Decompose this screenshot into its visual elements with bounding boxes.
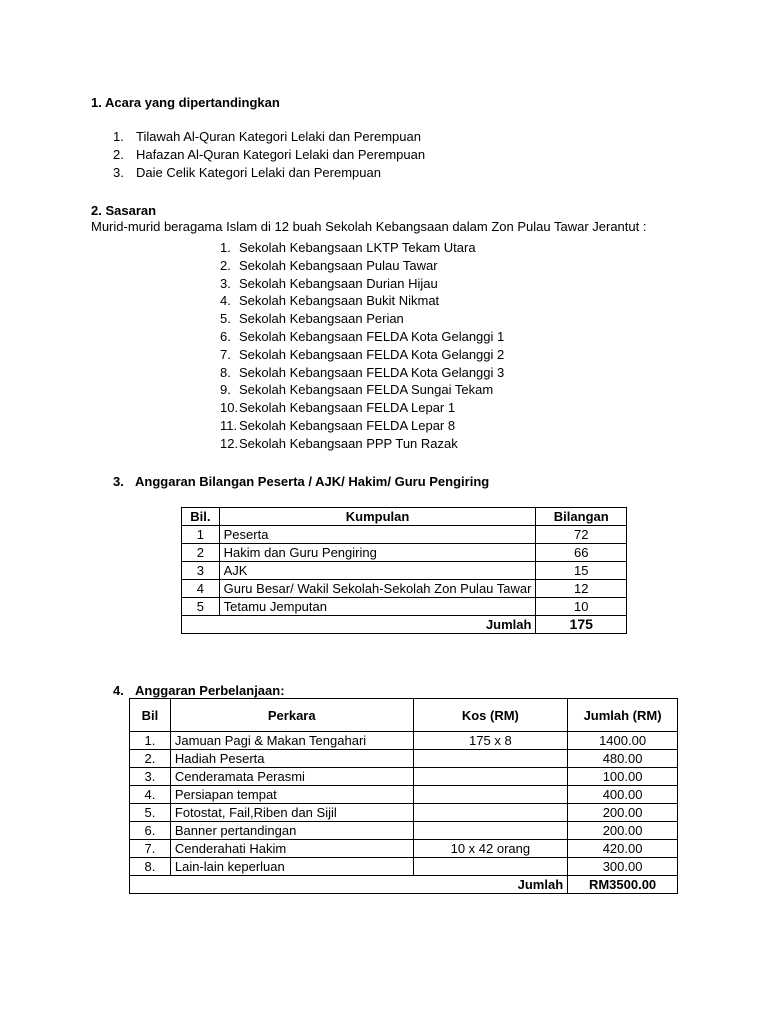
row-bilangan: 66 xyxy=(536,544,627,562)
section4-heading-row xyxy=(113,683,285,698)
school-item xyxy=(220,347,504,362)
row-kumpulan: AJK xyxy=(219,562,536,580)
row-jumlah: 100.00 xyxy=(568,768,678,786)
school-item xyxy=(220,240,476,255)
col-header-bil: Bil xyxy=(130,699,171,732)
row-kumpulan: Guru Besar/ Wakil Sekolah-Sekolah Zon Pulau Tawar xyxy=(219,580,536,598)
row-perkara: Lain-lain keperluan xyxy=(170,858,413,876)
table-header-row xyxy=(182,508,627,526)
table-row xyxy=(130,822,678,840)
table-row xyxy=(182,598,627,616)
row-bil: 1. xyxy=(130,732,171,750)
row-perkara: Cenderahati Hakim xyxy=(170,840,413,858)
row-kos xyxy=(413,768,568,786)
school-item-number: 1. xyxy=(220,240,231,255)
row-perkara: Banner pertandingan xyxy=(170,822,413,840)
row-bilangan: 12 xyxy=(536,580,627,598)
table-row xyxy=(182,580,627,598)
row-bil: 3. xyxy=(130,768,171,786)
table-row xyxy=(130,840,678,858)
col-header-kos: Kos (RM) xyxy=(413,699,568,732)
row-jumlah: 420.00 xyxy=(568,840,678,858)
total-label: Jumlah xyxy=(182,616,536,634)
table-row xyxy=(130,750,678,768)
row-kos xyxy=(413,750,568,768)
row-bil: 4 xyxy=(182,580,220,598)
school-item-number: 8. xyxy=(220,364,231,380)
school-item-name: Sekolah Kebangsaan FELDA Lepar 1 xyxy=(239,400,456,416)
expenses-table xyxy=(129,698,678,894)
col-header-bilangan: Bilangan xyxy=(536,508,627,526)
total-label: Jumlah xyxy=(130,876,568,894)
row-bil: 2. xyxy=(130,750,171,768)
row-kumpulan: Tetamu Jemputan xyxy=(219,598,536,616)
table-row xyxy=(130,768,678,786)
school-item-number: 9. xyxy=(220,382,231,398)
school-item-number: 4. xyxy=(220,293,231,309)
table-row xyxy=(130,804,678,822)
row-perkara: Hadiah Peserta xyxy=(170,750,413,768)
table-row xyxy=(130,786,678,804)
row-bilangan: 72 xyxy=(536,526,627,544)
school-item-name: Sekolah Kebangsaan FELDA Kota Gelanggi 1 xyxy=(239,329,505,344)
school-item-name: Sekolah Kebangsaan LKTP Tekam Utara xyxy=(239,240,476,255)
list-item-number: 3. xyxy=(113,165,124,180)
row-bil: 2 xyxy=(182,544,220,562)
school-item-number: 7. xyxy=(220,346,231,362)
row-bil: 7. xyxy=(130,840,171,858)
section2-heading: 2. Sasaran xyxy=(91,203,157,218)
total-value: 175 xyxy=(536,616,627,634)
list-item xyxy=(113,165,381,180)
table-row xyxy=(182,526,627,544)
section3-heading: Anggaran Bilangan Peserta / AJK/ Hakim/ Guru Pengiring xyxy=(135,474,490,489)
table-row xyxy=(182,562,627,580)
school-item-number: 10. xyxy=(220,400,239,416)
table-row xyxy=(130,858,678,876)
school-item-name: Sekolah Kebangsaan PPP Tun Razak xyxy=(239,435,458,451)
school-item xyxy=(220,293,439,308)
row-kos xyxy=(413,786,568,804)
row-kos xyxy=(413,858,568,876)
col-header-bil: Bil. xyxy=(182,508,220,526)
school-item xyxy=(220,258,438,273)
school-item xyxy=(220,400,455,415)
row-kos xyxy=(413,822,568,840)
table-header-row xyxy=(130,699,678,732)
table-total-row xyxy=(130,876,678,894)
row-bil: 8. xyxy=(130,858,171,876)
section4-number: 4. xyxy=(113,683,124,698)
section3-heading-row xyxy=(113,474,489,489)
table-row xyxy=(182,544,627,562)
school-item-number: 5. xyxy=(220,311,231,327)
row-bil: 4. xyxy=(130,786,171,804)
row-jumlah: 400.00 xyxy=(568,786,678,804)
col-header-jumlah: Jumlah (RM) xyxy=(568,699,678,732)
section2-intro: Murid-murid beragama Islam di 12 buah Sekolah Kebangsaan dalam Zon Pulau Tawar Jerantut : xyxy=(91,219,647,234)
row-perkara: Fotostat, Fail,Riben dan Sijil xyxy=(170,804,413,822)
school-item-number: 12. xyxy=(220,435,239,451)
row-jumlah: 480.00 xyxy=(568,750,678,768)
list-item-text: Hafazan Al-Quran Kategori Lelaki dan Perempuan xyxy=(136,147,426,162)
row-kumpulan: Hakim dan Guru Pengiring xyxy=(219,544,536,562)
section4-heading: Anggaran Perbelanjaan: xyxy=(135,683,285,698)
row-jumlah: 1400.00 xyxy=(568,732,678,750)
row-perkara: Cenderamata Perasmi xyxy=(170,768,413,786)
row-jumlah: 200.00 xyxy=(568,804,678,822)
participants-table xyxy=(181,507,627,634)
list-item xyxy=(113,129,421,144)
school-item-name: Sekolah Kebangsaan Durian Hijau xyxy=(239,275,438,291)
list-item-number: 1. xyxy=(113,129,124,144)
school-item xyxy=(220,329,504,344)
school-item-name: Sekolah Kebangsaan FELDA Lepar 8 xyxy=(239,418,456,433)
row-bil: 1 xyxy=(182,526,220,544)
school-item-number: 11. xyxy=(220,418,238,433)
list-item xyxy=(113,147,425,162)
school-item xyxy=(220,311,404,326)
school-item xyxy=(220,382,493,397)
school-item xyxy=(220,276,438,291)
school-item xyxy=(220,436,458,451)
school-item-name: Sekolah Kebangsaan Bukit Nikmat xyxy=(239,293,440,309)
row-bil: 3 xyxy=(182,562,220,580)
list-item-text: Daie Celik Kategori Lelaki dan Perempuan xyxy=(136,165,381,180)
school-item xyxy=(220,365,504,380)
school-item-number: 2. xyxy=(220,257,231,273)
total-value: RM3500.00 xyxy=(568,876,678,894)
row-kumpulan: Peserta xyxy=(219,526,536,544)
section1-heading: 1. Acara yang dipertandingkan xyxy=(91,95,280,110)
row-perkara: Persiapan tempat xyxy=(170,786,413,804)
row-kos: 10 x 42 orang xyxy=(413,840,568,858)
col-header-perkara: Perkara xyxy=(170,699,413,732)
school-item-name: Sekolah Kebangsaan FELDA Kota Gelanggi 2 xyxy=(239,346,505,362)
row-bilangan: 10 xyxy=(536,598,627,616)
school-item-name: Sekolah Kebangsaan Perian xyxy=(239,311,404,327)
list-item-text: Tilawah Al-Quran Kategori Lelaki dan Perempuan xyxy=(136,129,421,144)
school-item-number: 3. xyxy=(220,275,231,291)
row-kos xyxy=(413,804,568,822)
row-bil: 6. xyxy=(130,822,171,840)
school-item-number: 6. xyxy=(220,329,231,344)
row-kos: 175 x 8 xyxy=(413,732,568,750)
table-total-row xyxy=(182,616,627,634)
table-row xyxy=(130,732,678,750)
row-bil: 5. xyxy=(130,804,171,822)
row-jumlah: 200.00 xyxy=(568,822,678,840)
school-item xyxy=(220,418,455,433)
section3-number: 3. xyxy=(113,474,124,489)
row-bil: 5 xyxy=(182,598,220,616)
col-header-kumpulan: Kumpulan xyxy=(219,508,536,526)
row-bilangan: 15 xyxy=(536,562,627,580)
row-jumlah: 300.00 xyxy=(568,858,678,876)
list-item-number: 2. xyxy=(113,147,124,162)
row-perkara: Jamuan Pagi & Makan Tengahari xyxy=(170,732,413,750)
school-item-name: Sekolah Kebangsaan Pulau Tawar xyxy=(239,257,438,273)
school-item-name: Sekolah Kebangsaan FELDA Sungai Tekam xyxy=(239,382,494,398)
school-item-name: Sekolah Kebangsaan FELDA Kota Gelanggi 3 xyxy=(239,364,505,380)
